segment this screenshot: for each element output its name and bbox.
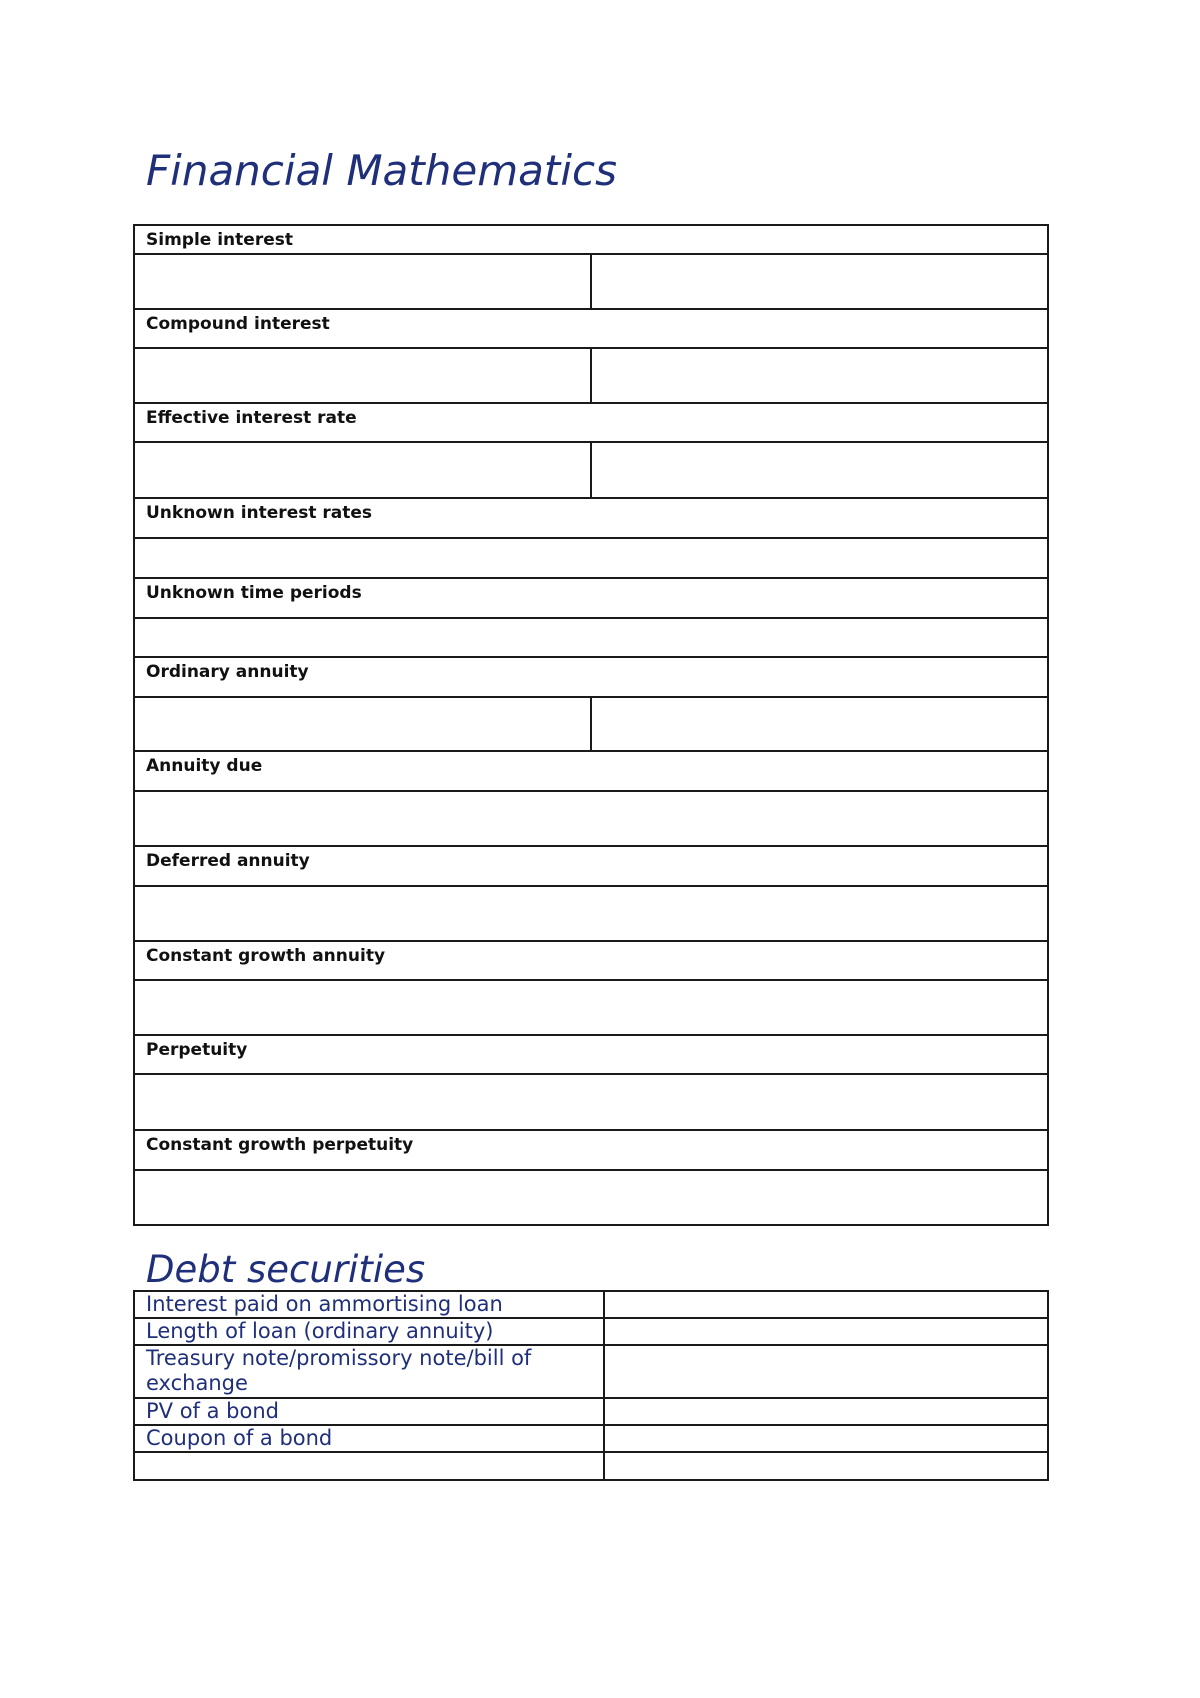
answer-cell[interactable] (134, 791, 1048, 846)
answer-cell[interactable] (134, 618, 1048, 657)
debt-row-label: Interest paid on ammortising loan (134, 1291, 604, 1318)
section-answer-row (134, 1170, 1048, 1225)
answer-cell-right[interactable] (591, 348, 1048, 403)
section-answer-row (134, 791, 1048, 846)
debt-row-label: Length of loan (ordinary annuity) (134, 1318, 604, 1345)
answer-cell[interactable] (134, 1074, 1048, 1130)
section-header-row (134, 1035, 1048, 1074)
answer-cell[interactable] (134, 1170, 1048, 1225)
debt-row-label: Coupon of a bond (134, 1425, 604, 1452)
section-answer-row (134, 1074, 1048, 1130)
section-label-unknown-interest-rates: Unknown interest rates (134, 498, 1048, 538)
answer-cell-left[interactable] (134, 442, 591, 498)
section-header-row (134, 309, 1048, 348)
section-label-constant-growth-annuity: Constant growth annuity (134, 941, 1048, 980)
answer-cell[interactable] (134, 538, 1048, 578)
section-answer-row (134, 697, 1048, 751)
debt-securities-table (133, 1290, 1049, 1481)
section-header-row (134, 225, 1048, 254)
section-header-row (134, 403, 1048, 442)
debt-row (134, 1452, 1048, 1480)
section-header-row (134, 498, 1048, 538)
debt-row-label: PV of a bond (134, 1398, 604, 1425)
answer-cell[interactable] (134, 980, 1048, 1035)
financial-mathematics-table (133, 224, 1049, 1226)
section-header-row (134, 941, 1048, 980)
answer-cell-right[interactable] (591, 254, 1048, 309)
section-label-compound-interest: Compound interest (134, 309, 1048, 348)
answer-cell-right[interactable] (591, 442, 1048, 498)
section-answer-row (134, 538, 1048, 578)
debt-row-label: Treasury note/promissory note/bill of exchange (134, 1345, 604, 1398)
section-answer-row (134, 348, 1048, 403)
section-header-row (134, 578, 1048, 618)
section-answer-row (134, 442, 1048, 498)
debt-row (134, 1291, 1048, 1318)
section-answer-row (134, 886, 1048, 941)
answer-cell-left[interactable] (134, 697, 591, 751)
answer-cell-left[interactable] (134, 348, 591, 403)
section-label-perpetuity: Perpetuity (134, 1035, 1048, 1074)
debt-row (134, 1425, 1048, 1452)
section-header-row (134, 657, 1048, 697)
section-label-effective-interest-rate: Effective interest rate (134, 403, 1048, 442)
section-label-unknown-time-periods: Unknown time periods (134, 578, 1048, 618)
section-label-simple-interest: Simple interest (134, 225, 1048, 254)
section-header-row (134, 1130, 1048, 1170)
section-answer-row (134, 254, 1048, 309)
debt-row (134, 1398, 1048, 1425)
section-label-deferred-annuity: Deferred annuity (134, 846, 1048, 886)
answer-cell-left[interactable] (134, 254, 591, 309)
section-answer-row (134, 618, 1048, 657)
debt-row-value[interactable] (604, 1398, 1048, 1425)
debt-row (134, 1345, 1048, 1398)
debt-row (134, 1318, 1048, 1345)
section-header-row (134, 751, 1048, 791)
answer-cell[interactable] (134, 886, 1048, 941)
debt-row-value[interactable] (604, 1452, 1048, 1480)
debt-row-label[interactable] (134, 1452, 604, 1480)
section-header-row (134, 846, 1048, 886)
section-label-constant-growth-perpetuity: Constant growth perpetuity (134, 1130, 1048, 1170)
debt-row-value[interactable] (604, 1291, 1048, 1318)
debt-row-value[interactable] (604, 1318, 1048, 1345)
section-answer-row (134, 980, 1048, 1035)
page-title: Financial Mathematics (146, 146, 617, 195)
section-label-ordinary-annuity: Ordinary annuity (134, 657, 1048, 697)
answer-cell-right[interactable] (591, 697, 1048, 751)
section-label-annuity-due: Annuity due (134, 751, 1048, 791)
debt-row-value[interactable] (604, 1425, 1048, 1452)
debt-row-value[interactable] (604, 1345, 1048, 1398)
section-title-debt-securities: Debt securities (146, 1248, 426, 1291)
